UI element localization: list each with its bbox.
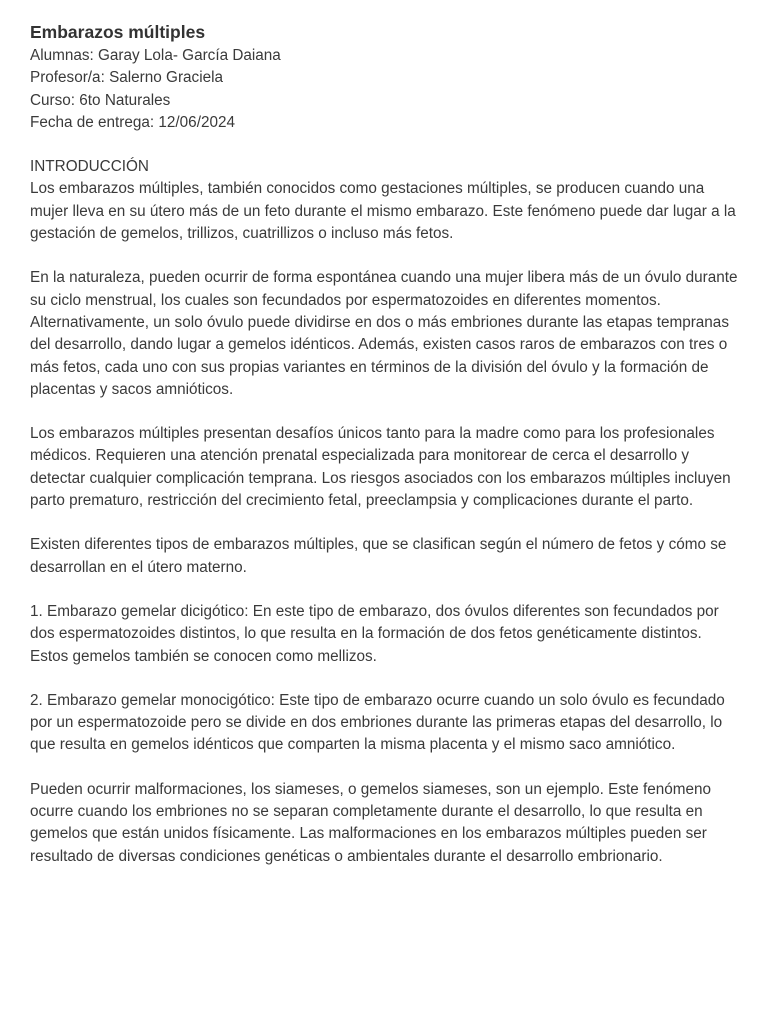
- paragraph: Existen diferentes tipos de embarazos múltiples, que se clasifican según el número de fetos y cómo se desarrollan en el útero materno.: [30, 536, 727, 576]
- section-heading-introduccion: INTRODUCCIÓN: [30, 158, 149, 176]
- course-line: Curso: 6to Naturales: [30, 91, 171, 109]
- students-line: Alumnas: Garay Lola- García Daiana: [30, 47, 281, 64]
- paragraph: Los embarazos múltiples presentan desafíos únicos tanto para la madre como para los profesionales médicos. Requieren una atención prenatal especializada para monitorear de cerca el desarrollo y detectar cualquier complicación temprana. Los riesgos asociados con los embarazos múltiples incluyen parto prematuro, restricción del crecimiento fetal, preeclampsia y complicaciones durante el parto.: [30, 425, 731, 510]
- due-date-line: Fecha de entrega: 12/06/2024: [30, 113, 235, 131]
- document-title: Embarazos múltiples: [30, 22, 206, 42]
- paragraph: En la naturaleza, pueden ocurrir de forma espontánea cuando una mujer libera más de un óvulo durante su ciclo menstrual, los cuales son fecundados por espermatozoides en diferentes momentos. Alternativamente, un solo óvulo puede dividirse en dos o más embriones durante las etapas tempranas del desarrollo, dando lugar a gemelos idénticos. Además, existen casos raros de embarazos con tres o más fetos, cada uno con sus propias variantes en términos de la división del óvulo y la formación de placentas y sacos amnióticos.: [30, 269, 738, 398]
- paragraph: 1. Embarazo gemelar dicigótico: En este tipo de embarazo, dos óvulos diferentes son fecundados por dos espermatozoides distintos, lo que resulta en la formación de dos fetos genéticamente distintos. Estos gemelos también se conocen como mellizos.: [30, 602, 719, 665]
- paragraph: Los embarazos múltiples, también conocidos como gestaciones múltiples, se producen cuando una mujer lleva en su útero más de un feto durante el mismo embarazo. Este fenómeno puede dar lugar a la gestación de gemelos, trillizos, cuatrillizos o incluso más fetos.: [30, 180, 736, 243]
- document-body: [30, 20, 742, 890]
- paragraph: 2. Embarazo gemelar monocigótico: Este tipo de embarazo ocurre cuando un solo óvulo es fecundado por un espermatozoide pero se divide en dos embriones durante las primeras etapas del desarrollo, lo que resulta en gemelos idénticos que comparten la misma placenta y el mismo saco amniótico.: [30, 691, 725, 754]
- paragraph: Pueden ocurrir malformaciones, los siameses, o gemelos siameses, son un ejemplo. Este fenómeno ocurre cuando los embriones no se separan completamente durante el desarrollo, lo que resulta en gemelos que están unidos físicamente. Las malformaciones en los embarazos múltiples pueden ser resultado de diversas condiciones genéticas o ambientales durante el desarrollo embrionario.: [30, 780, 712, 865]
- teacher-line: Profesor/a: Salerno Graciela: [30, 69, 224, 87]
- document-meta: [30, 45, 742, 134]
